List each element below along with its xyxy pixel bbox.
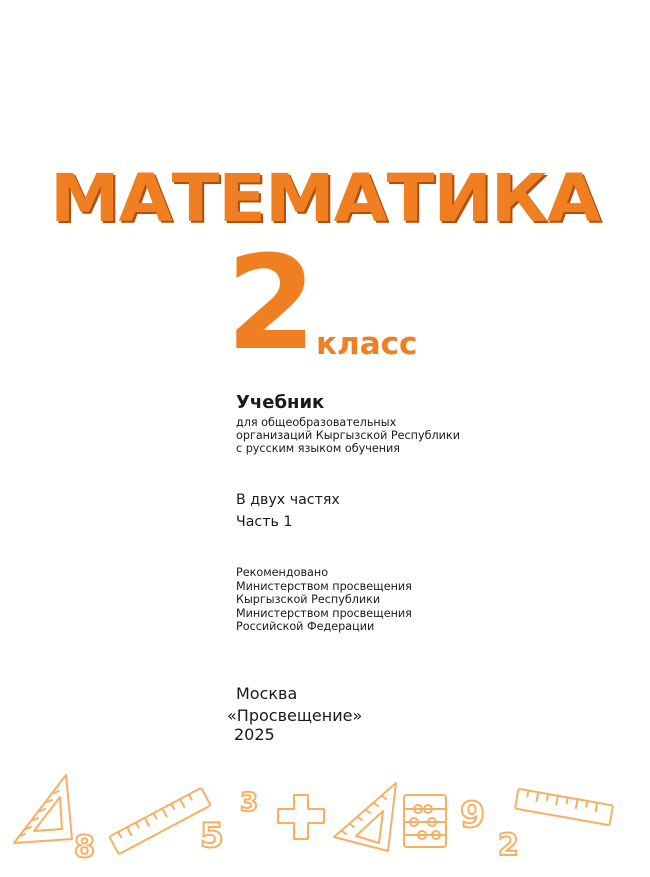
recommendation-line: Министерством просвещения	[236, 579, 412, 593]
recommendation-line: Рекомендовано	[236, 566, 329, 579]
digit: 3	[240, 788, 259, 818]
book-type: Учебник	[236, 392, 325, 413]
recommendation	[236, 566, 412, 634]
description-line: с русским языком обучения	[236, 442, 401, 455]
triangle-ruler-icon	[334, 783, 396, 851]
math-decoration	[0, 765, 650, 877]
part-number: Часть 1	[236, 514, 293, 530]
abacus-icon	[404, 795, 446, 847]
triangle-ruler-icon	[14, 775, 72, 843]
ruler-icon	[515, 789, 613, 825]
parts-info	[236, 489, 340, 533]
description-line: для общеобразовательных	[236, 416, 397, 429]
grade-number: 2	[226, 227, 317, 379]
publication-year: 2025	[234, 725, 275, 744]
parts-count: В двух частях	[236, 492, 340, 508]
recommendation-line: Российской Федерации	[236, 620, 375, 634]
description-line: организаций Кыргызской Республики	[236, 429, 460, 442]
ruler-icon	[109, 788, 210, 854]
publisher-name: «Просвещение»	[227, 706, 363, 725]
grade-word: класс	[316, 326, 418, 362]
plus-sign-icon	[278, 795, 324, 839]
publisher-city: Москва	[236, 684, 298, 703]
digit: 9	[460, 795, 486, 836]
digit: 8	[74, 830, 95, 865]
book-title: МАТЕМАТИКА	[49, 160, 601, 237]
recommendation-line: Кыргызской Республики	[236, 593, 381, 607]
digit: 2	[498, 828, 519, 863]
recommendation-line: Министерством просвещения	[236, 606, 412, 620]
audience-description	[236, 416, 460, 455]
digit: 5	[200, 816, 224, 856]
